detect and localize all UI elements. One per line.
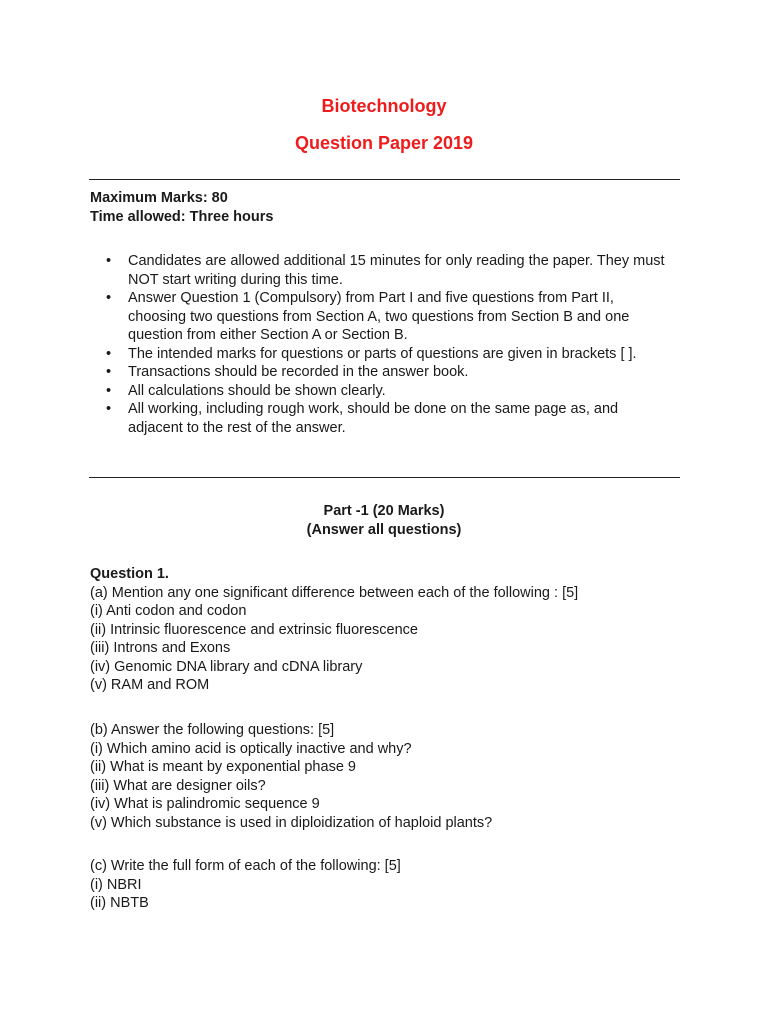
exam-meta bbox=[90, 189, 273, 226]
question-item: (iii) What are designer oils? bbox=[90, 777, 266, 794]
bullet-icon: • bbox=[106, 253, 112, 269]
divider-middle bbox=[89, 477, 680, 478]
instruction-item bbox=[106, 252, 666, 289]
question-intro: (a) Mention any one significant difference between each of the following : [5] bbox=[90, 584, 579, 601]
instruction-text: Transactions should be recorded in the answer book. bbox=[128, 364, 469, 380]
instruction-item bbox=[106, 363, 666, 382]
question-item: (v) RAM and ROM bbox=[90, 677, 210, 693]
bullet-icon: • bbox=[106, 364, 112, 380]
instruction-text: Candidates are allowed additional 15 minutes for only reading the paper. They must NOT start writing during this time. bbox=[128, 253, 665, 288]
instruction-text: All calculations should be shown clearly. bbox=[128, 382, 386, 399]
question-item: (iv) What is palindromic sequence 9 bbox=[90, 796, 320, 812]
time-allowed: Time allowed: Three hours bbox=[90, 208, 274, 225]
question-item: (ii) What is meant by exponential phase 9 bbox=[90, 759, 356, 775]
question-item: (ii) Intrinsic fluorescence and extrinsic fluorescence bbox=[90, 621, 418, 638]
part-subtitle: (Answer all questions) bbox=[306, 522, 462, 538]
instruction-text: The intended marks for questions or parts of questions are given in brackets [ ]. bbox=[128, 345, 637, 362]
instruction-item bbox=[106, 400, 666, 437]
instructions-list bbox=[106, 252, 666, 437]
question-1-part-c bbox=[90, 857, 690, 913]
question-item: (i) Which amino acid is optically inactive and why? bbox=[90, 740, 412, 757]
question-item: (ii) NBTB bbox=[90, 895, 149, 911]
question-item: (i) NBRI bbox=[90, 876, 142, 893]
instruction-text: Answer Question 1 (Compulsory) from Part I and five questions from Part II, choosing two questions from Section A, two questions from Section B and one question from either Section A or Section B. bbox=[128, 290, 630, 343]
question-item: (iv) Genomic DNA library and cDNA library bbox=[90, 658, 363, 675]
bullet-icon: • bbox=[106, 401, 112, 417]
instruction-text: All working, including rough work, should be done on the same page as, and adjacent to the rest of the answer. bbox=[128, 401, 619, 436]
question-heading: Question 1. bbox=[90, 566, 169, 582]
question-intro: (c) Write the full form of each of the following: [5] bbox=[90, 858, 401, 874]
instruction-item bbox=[106, 345, 666, 364]
document-title: Biotechnology bbox=[321, 96, 447, 116]
bullet-icon: • bbox=[106, 290, 112, 306]
question-item: (v) Which substance is used in diploidization of haploid plants? bbox=[90, 814, 493, 831]
question-intro: (b) Answer the following questions: [5] bbox=[90, 722, 335, 738]
question-1-part-a bbox=[90, 565, 690, 695]
document-subtitle: Question Paper 2019 bbox=[294, 133, 474, 153]
bullet-icon: • bbox=[106, 345, 112, 362]
instruction-item bbox=[106, 382, 666, 401]
part-title: Part -1 (20 Marks) bbox=[323, 503, 445, 519]
bullet-icon: • bbox=[106, 382, 112, 399]
divider-top bbox=[89, 179, 680, 180]
question-item: (iii) Introns and Exons bbox=[90, 640, 231, 656]
max-marks: Maximum Marks: 80 bbox=[90, 190, 228, 206]
question-item: (i) Anti codon and codon bbox=[90, 603, 247, 619]
instruction-item bbox=[106, 289, 666, 345]
question-1-part-b bbox=[90, 721, 690, 832]
